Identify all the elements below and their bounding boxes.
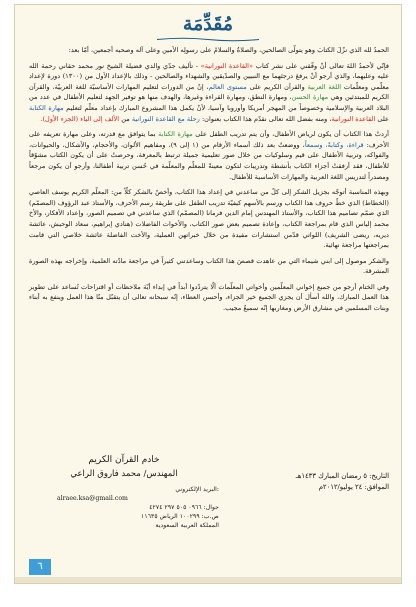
date-hijri: التاريخ: ٥ رمضان المبارك ١٤٣٣هـ (295, 472, 389, 480)
page-number: ٦ (29, 559, 51, 575)
highlighted-phrase: مستوى العالم (208, 82, 247, 91)
text-run: ، ومنه بفضل الله تعالى نقدّم هذا الكتاب بعنوان: (199, 114, 332, 123)
text-run: وفي الختام أرجو من جميع إخواني المعلّمين وأخواتي المعلّمات ألّا يتردّدوا أبداً في إبداء أيّة ملاحظات أو اقتراحات تُساعد على تطوير هذا العمل المبارك، والله أسأل أن يجزي الجميع خير الجزاء، وأحسن العطاء، إنّه سبحانه تعالى أن يتقبّل منّا هذا العمل وينفع به أبناء وبنات المسلمين في مشارق الأرض ومغاربها إنّه سميعٌ مجيب. (29, 282, 389, 313)
text-run: بما يتوافق مع قدرته، وعلى مهارة تعريفه على الأحرف: (29, 130, 389, 149)
text-run: والشكر موصول إلى ابني شيماء التي من عاهدت قصصَ هذا الكتاب وساعدتني كثيراً في مراجعة مادّته العلمية، وإخراجه بهذه الصورة المشرقة. (29, 256, 389, 276)
text-run: - تأليف جدّي والدي فضيلة الشيخ نور محمد حقاني رحمة الله عليه وعليهما، والذي أرجو أنْ يرفعَ درجتَهما مع النبيين والصدّيقين والشهداء والصالحين - وذلك بالإعداد الأول من (١٣٠٠) دورة لإعداد معلّمي ومعلّمات (29, 61, 390, 91)
text-run: على (375, 114, 389, 123)
highlighted-phrase: مهارة الكتابة (158, 130, 193, 139)
date-gregorian: الموافق: ٢٤ يوليو/٢٠١٢م (318, 483, 389, 491)
paragraph (29, 282, 389, 314)
highlighted-phrase: القاعدة النورانية (331, 114, 376, 123)
highlighted-phrase: رحلة مع القاعدة النورانية (131, 114, 200, 123)
highlighted-phrase: مهارة الكتابة (29, 103, 64, 112)
email-label: البريد الإلكتروني: (175, 486, 219, 493)
paragraph (29, 256, 389, 277)
text-run: ، ووضعتُ بعد ذلك أسماء الأرقام من (١ إلى ٩)، ومفاهيم الألوان، والأحجام، والأشكال، والحيوانات، والفواكه، وتربية الأطفال على قيم وسلوكيات من خلال صور تعليمية جميلة ترتبط بالمعرفة، وحرصتُ على أن يكون الكتاب مشوّقاً للأطفال، فقد أرفقتُ أجزاء الكتاب بأنشطة وتدريبات لتكون معينةً للمعلّم والمعلّمة في حُسن تربية أطفالنا، وأرجو أن يكون مرجعاً ومصدراً لتدريس اللغة العربية والمهارات الأساسية للأطفال. (29, 140, 389, 181)
contact-info (29, 485, 219, 530)
text-run: أردتُ هذا الكتاب أن يكون لرياض الأطفال، وأن يتم تدريب الطفل على (192, 130, 389, 139)
paragraph (29, 45, 389, 56)
title-ornament-icon (153, 37, 263, 42)
highlighted-phrase: قراءة، وكتابةً، وسمعاً (304, 140, 364, 149)
pobox-line: ص.ب: ١٠٠٢٩٩ الرياض ١١٦٣٥ (141, 513, 219, 520)
text-run: من (119, 114, 132, 123)
paragraph (29, 187, 389, 251)
signature-line-1: خادم القرآن الكريم (88, 455, 160, 465)
bottom-band (15, 577, 401, 583)
text-run: فإنّي لأحمدُ اللهَ تعالى أنْ وفّقني على نشر كتاب (253, 61, 389, 70)
signature-line-2: المهندس/ محمد فاروق الراعي (70, 469, 178, 479)
highlighted-phrase: اللغة العربية (307, 82, 342, 91)
text-run: وبهذه المناسبة أتوجّه بجزيل الشكر إلى كلّ من ساعدني في إعداد هذا الكتاب، وأخصّ بالشكر كلّاً من: المعلّم الكريم يوسف العاصي (الخطاط) الذي خطّ حروف هذا الكتاب ورسم بالأسهم كيفيّة تدريب الطفل على طريقة رسم الأحرف، والأستاذ عبد الرؤوف (المصمّم) الذي صمّم تصاميم هذا الكتاب، والأستاذ المهندس إمام الدين فرمانا (المصمّم) الذي ساعدني في تصميم الصور، وإعداد الأفكار، والأخ محمد إلياس الذي قام بمراجعة الكتاب، وإعادة تصميم بعض صور الكتاب، والأخوات الفاضلات (هنادي إبراهيم، سعاد الوحيش، عائشة ديريه، ريضى الشريف) اللواتي قدّمن استشارات مفيدة من خلال خبراتهن العملية، والأخت الفاضلة عائشة خلاصي التي قامت بمراجعتها مراجعة نهائية. (29, 188, 389, 250)
email-link[interactable]: alraee.ksa@gmail.com (57, 495, 128, 502)
phone-line: جوال: ٠٩٦٦ ٥٠٥ ٢٩٧ ٤٢٧٤ (149, 504, 219, 511)
title-block (15, 13, 401, 42)
text-run: والقرآن الكريم على (246, 82, 308, 91)
footer-block (29, 455, 389, 555)
date-block (296, 471, 389, 493)
paragraph (29, 129, 389, 182)
page-title: مُقَدِّمَة (182, 13, 234, 35)
text-run: ، إنّ من الدورات لتعليم المهارات الأساسيّة للغة العربيّة، والقرآن الكريم للمبتدئين وهي (29, 82, 389, 102)
highlighted-phrase: مهارة الحسن (291, 93, 329, 102)
signature-block (29, 455, 219, 530)
highlighted-phrase: (الجزء الأول). (40, 114, 81, 123)
country-line: المملكة العربية السعودية (155, 522, 219, 529)
text-run: الحمدُ لله الذي نزّلَ الكتابَ وهو يتولّى الصالحين، والصلاةُ والسلامُ على رسولِه الأمين وعلى آله وصحبه أجمعين، أمّا بعد: (68, 46, 389, 54)
paragraph (29, 61, 389, 125)
highlighted-phrase: «القاعدة النورانية» (200, 61, 254, 70)
intro-text (29, 45, 389, 319)
text-run: ، ومهارة النطق، ومهارة القراءة وغيرها، والهدف منها هو توفير الجهد لتعليم الأطفال في عدد من البلاد العربية والإسلامية وخصوصاً من المهجر أمريكا وأوروبا وآسيا، لأنْ يكمل هذا المشروع المبارك بإعداد معلّم لتعليم (29, 93, 389, 112)
book-page (14, 4, 402, 584)
highlighted-phrase: الألف إلى الياء (80, 114, 120, 123)
